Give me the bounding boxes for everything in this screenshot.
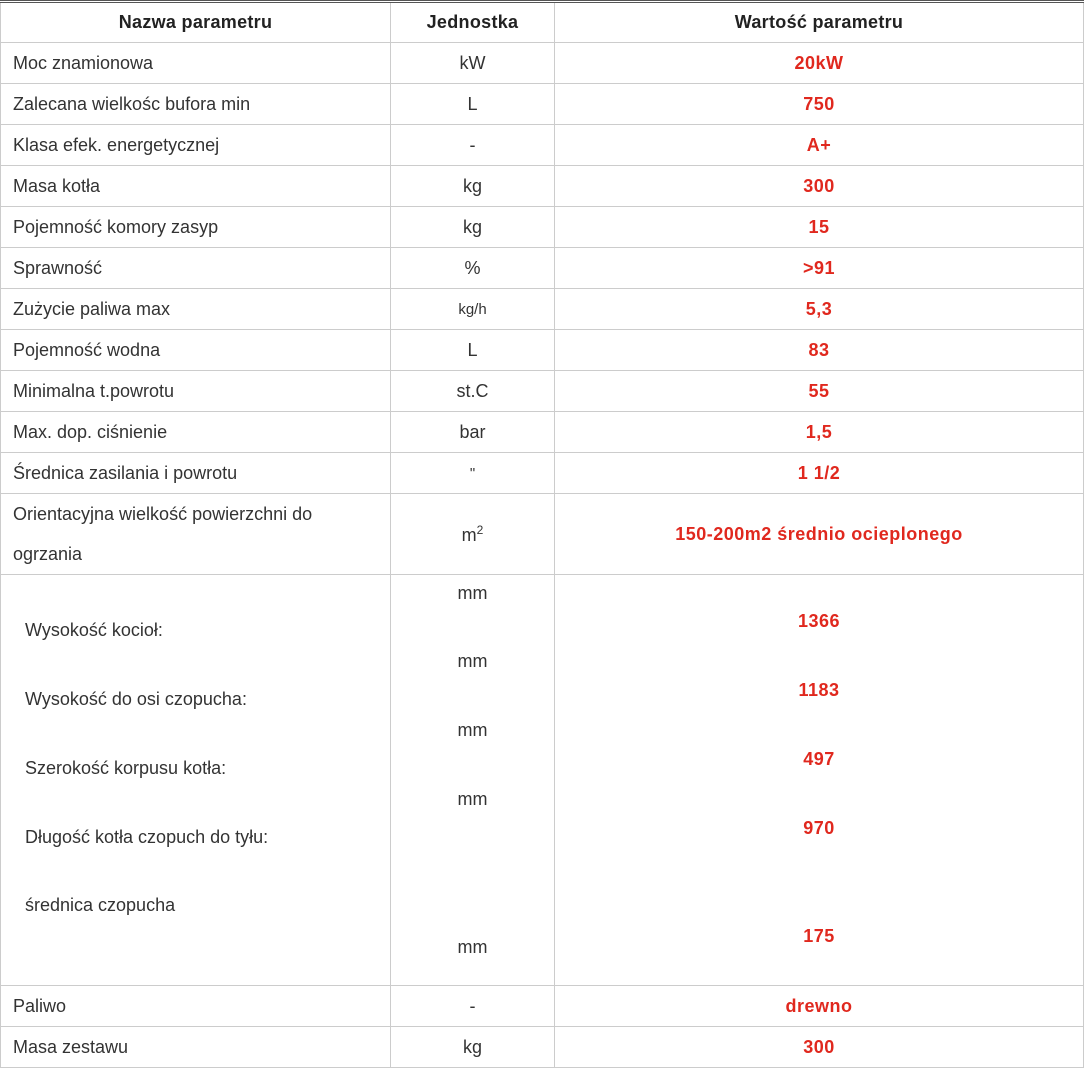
dim-unit: mm [457,789,488,809]
dim-unit: mm [457,720,488,740]
param-name: Paliwo [1,986,391,1027]
table-row [1,248,1084,289]
dim-value: 1183 [798,680,840,700]
param-value: 1,5 [555,412,1084,453]
table-row [1,330,1084,371]
table-row-dimensions [1,575,1084,986]
table-row [1,986,1084,1027]
param-unit: " [391,453,555,494]
dim-value: 1366 [797,611,841,631]
param-unit: L [391,330,555,371]
param-value: 55 [555,371,1084,412]
area-unit: m [461,524,477,545]
dim-value: 497 [803,749,835,769]
dim-name: średnica czopucha [25,895,176,915]
param-unit: % [391,248,555,289]
table-row [1,412,1084,453]
dim-value: 970 [803,818,835,838]
param-value: drewno [555,986,1084,1027]
table-row [1,125,1084,166]
table-row [1,166,1084,207]
table-row [1,453,1084,494]
table-row [1,207,1084,248]
dims-names-cell [1,575,391,986]
param-name: Średnica zasilania i powrotu [1,453,391,494]
dims-units-cell [391,575,555,986]
dim-name: Wysokość do osi czopucha: [25,689,247,709]
param-name: Masa zestawu [1,1027,391,1068]
param-unit: - [391,986,555,1027]
param-value: 1 1/2 [555,453,1084,494]
param-value: 750 [555,84,1084,125]
header-row [1,2,1084,43]
param-name: Pojemność wodna [1,330,391,371]
dim-value: 175 [803,926,835,946]
header-value: Wartość parametru [555,2,1084,43]
param-unit: kg [391,166,555,207]
param-value: 150-200m2 średnio ocieplonego [555,494,1084,575]
table-row [1,371,1084,412]
area-name-line2: ogrzania [13,544,83,564]
dims-values-cell [555,575,1084,986]
param-unit: kW [391,43,555,84]
param-unit: kg [391,207,555,248]
table-row [1,289,1084,330]
param-name: Max. dop. ciśnienie [1,412,391,453]
param-value: 15 [555,207,1084,248]
param-value: 5,3 [555,289,1084,330]
dim-unit: mm [457,937,488,957]
param-name: Klasa efek. energetycznej [1,125,391,166]
param-unit: st.C [391,371,555,412]
dim-name: Wysokość kocioł: [25,620,163,640]
param-value: 300 [555,166,1084,207]
param-value: A+ [555,125,1084,166]
dim-unit: mm [457,651,488,671]
param-value: >91 [555,248,1084,289]
dim-unit: mm [457,583,488,603]
param-unit: - [391,125,555,166]
param-name: Masa kotła [1,166,391,207]
param-value: 20kW [555,43,1084,84]
param-unit: kg [391,1027,555,1068]
dim-name: Długość kotła czopuch do tyłu: [25,827,269,847]
param-name: Minimalna t.powrotu [1,371,391,412]
param-value: 83 [555,330,1084,371]
param-name: Zużycie paliwa max [1,289,391,330]
param-name: Sprawność [1,248,391,289]
table-row [1,1027,1084,1068]
header-unit: Jednostka [391,2,555,43]
param-name: Pojemność komory zasyp [1,207,391,248]
table-row [1,43,1084,84]
area-name-line1: Orientacyjna wielkość powierzchni do [13,504,313,524]
param-unit: L [391,84,555,125]
param-unit [391,494,555,575]
dim-name: Szerokość korpusu kotła: [25,758,227,778]
table-row-area [1,494,1084,575]
param-unit: kg/h [391,289,555,330]
param-name [1,494,391,575]
area-unit-sup: 2 [476,522,484,537]
header-name: Nazwa parametru [1,2,391,43]
param-name: Zalecana wielkośc bufora min [1,84,391,125]
table-row [1,84,1084,125]
param-name: Moc znamionowa [1,43,391,84]
param-unit: bar [391,412,555,453]
param-value: 300 [555,1027,1084,1068]
